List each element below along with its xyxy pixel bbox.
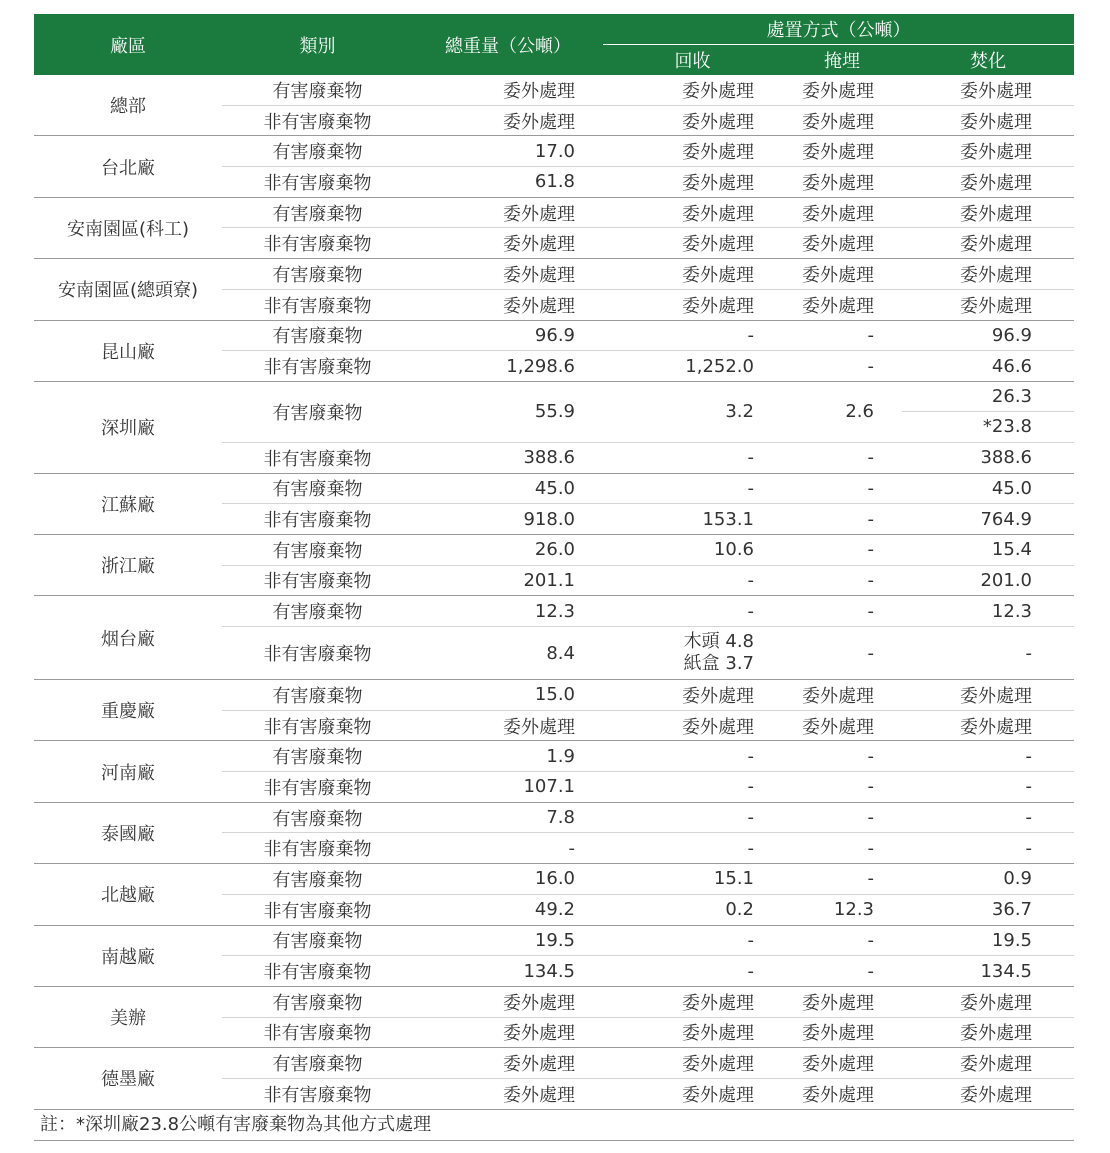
table-body	[34, 75, 1074, 1109]
header-plant: 廠區	[34, 14, 222, 75]
incinerate-cell: 委外處理	[902, 136, 1074, 167]
recycle-cell: 3.2	[603, 381, 782, 442]
total-weight-cell: 918.0	[413, 504, 603, 535]
table-row	[34, 75, 1074, 105]
category-cell: 有害廢棄物	[222, 136, 413, 167]
incinerate-cell: 12.3	[902, 596, 1074, 627]
total-weight-cell: 委外處理	[413, 986, 603, 1017]
incinerate-cell: 委外處理	[902, 228, 1074, 259]
landfill-cell: -	[782, 351, 902, 382]
landfill-cell: -	[782, 596, 902, 627]
category-cell: 非有害廢棄物	[222, 565, 413, 596]
incinerate-cell: 委外處理	[902, 1078, 1074, 1109]
table-row	[34, 259, 1074, 290]
recycle-carton: 紙盒 3.7	[683, 653, 754, 674]
total-weight-cell: 委外處理	[413, 710, 603, 741]
category-cell: 有害廢棄物	[222, 802, 413, 833]
incinerate-cell: 134.5	[902, 956, 1074, 987]
landfill-cell: 12.3	[782, 894, 902, 925]
incinerate-cell: 委外處理	[902, 289, 1074, 320]
incinerate-cell: 96.9	[902, 320, 1074, 351]
recycle-breakdown	[684, 631, 754, 675]
category-cell: 有害廢棄物	[222, 197, 413, 228]
recycle-cell: 委外處理	[603, 710, 782, 741]
incinerate-cell: 委外處理	[902, 259, 1074, 290]
plant-name: 浙江廠	[34, 534, 222, 595]
total-weight-cell: 8.4	[413, 627, 603, 680]
incinerate-cell: 46.6	[902, 351, 1074, 382]
plant-name: 台北廠	[34, 136, 222, 197]
plant-name: 總部	[34, 75, 222, 136]
category-cell: 有害廢棄物	[222, 986, 413, 1017]
incinerate-cell	[902, 381, 1074, 442]
landfill-cell: -	[782, 565, 902, 596]
table-row	[34, 680, 1074, 711]
incinerate-cell: 764.9	[902, 504, 1074, 535]
incinerate-cell: 388.6	[902, 442, 1074, 473]
table-row	[34, 864, 1074, 895]
table-row	[34, 925, 1074, 956]
category-cell: 有害廢棄物	[222, 925, 413, 956]
landfill-cell: -	[782, 320, 902, 351]
table-row	[34, 986, 1074, 1017]
category-cell: 非有害廢棄物	[222, 1078, 413, 1109]
recycle-cell: 委外處理	[603, 680, 782, 711]
recycle-cell: 10.6	[603, 534, 782, 565]
total-weight-cell: 委外處理	[413, 259, 603, 290]
table-row	[34, 473, 1074, 504]
table-row	[34, 381, 1074, 442]
category-cell: 有害廢棄物	[222, 596, 413, 627]
incinerate-cell: 15.4	[902, 534, 1074, 565]
category-cell: 非有害廢棄物	[222, 772, 413, 803]
plant-name: 深圳廠	[34, 381, 222, 473]
category-cell: 有害廢棄物	[222, 320, 413, 351]
incinerate-cell: -	[902, 627, 1074, 680]
recycle-cell: -	[603, 772, 782, 803]
total-weight-cell: 委外處理	[413, 105, 603, 136]
landfill-cell: 委外處理	[782, 710, 902, 741]
landfill-cell: -	[782, 627, 902, 680]
total-weight-cell: 12.3	[413, 596, 603, 627]
recycle-cell: -	[603, 596, 782, 627]
landfill-cell: 委外處理	[782, 75, 902, 105]
recycle-cell: 委外處理	[603, 289, 782, 320]
table-header	[34, 14, 1074, 75]
recycle-cell: 委外處理	[603, 197, 782, 228]
total-weight-cell: -	[413, 833, 603, 864]
landfill-cell: 委外處理	[782, 289, 902, 320]
total-weight-cell: 7.8	[413, 802, 603, 833]
incinerate-cell: -	[902, 772, 1074, 803]
incinerate-cell: 委外處理	[902, 167, 1074, 198]
recycle-cell: 委外處理	[603, 1078, 782, 1109]
landfill-cell: -	[782, 772, 902, 803]
incinerate-cell: 0.9	[902, 864, 1074, 895]
recycle-cell: -	[603, 741, 782, 772]
category-cell: 非有害廢棄物	[222, 956, 413, 987]
recycle-cell: -	[603, 320, 782, 351]
landfill-cell: 委外處理	[782, 105, 902, 136]
landfill-cell: 委外處理	[782, 136, 902, 167]
plant-name: 河南廠	[34, 741, 222, 802]
footnote: 註：*深圳廠23.8公噸有害廢棄物為其他方式處理	[34, 1110, 1074, 1141]
recycle-cell: 委外處理	[603, 259, 782, 290]
header-total-weight: 總重量（公噸）	[413, 14, 603, 75]
table-row	[34, 136, 1074, 167]
incinerate-other-value: *23.8	[982, 416, 1032, 438]
waste-disposal-table	[34, 14, 1074, 1110]
recycle-cell: 委外處理	[603, 228, 782, 259]
incinerate-cell: -	[902, 802, 1074, 833]
table-row	[34, 1048, 1074, 1079]
header-landfill: 掩埋	[782, 45, 902, 76]
recycle-cell: -	[603, 442, 782, 473]
category-cell: 非有害廢棄物	[222, 105, 413, 136]
total-weight-cell: 19.5	[413, 925, 603, 956]
recycle-cell: 委外處理	[603, 105, 782, 136]
plant-name: 昆山廠	[34, 320, 222, 381]
landfill-cell: -	[782, 956, 902, 987]
total-weight-cell: 388.6	[413, 442, 603, 473]
total-weight-cell: 委外處理	[413, 1017, 603, 1048]
recycle-cell: -	[603, 802, 782, 833]
category-cell: 非有害廢棄物	[222, 351, 413, 382]
total-weight-cell: 55.9	[413, 381, 603, 442]
incinerate-cell: -	[902, 741, 1074, 772]
incinerate-cell: 19.5	[902, 925, 1074, 956]
plant-name: 江蘇廠	[34, 473, 222, 534]
category-cell: 有害廢棄物	[222, 381, 413, 442]
landfill-cell: -	[782, 473, 902, 504]
category-cell: 非有害廢棄物	[222, 504, 413, 535]
plant-name: 安南園區(科工)	[34, 197, 222, 258]
total-weight-cell: 1,298.6	[413, 351, 603, 382]
category-cell: 有害廢棄物	[222, 1048, 413, 1079]
plant-name: 美辦	[34, 986, 222, 1047]
total-weight-cell: 委外處理	[413, 1078, 603, 1109]
incinerate-cell: 45.0	[902, 473, 1074, 504]
recycle-cell: -	[603, 473, 782, 504]
category-cell: 有害廢棄物	[222, 534, 413, 565]
category-cell: 非有害廢棄物	[222, 167, 413, 198]
incinerate-cell: 委外處理	[902, 105, 1074, 136]
recycle-cell: 委外處理	[603, 1017, 782, 1048]
header-category: 類別	[222, 14, 413, 75]
plant-name: 烟台廠	[34, 596, 222, 680]
total-weight-cell: 45.0	[413, 473, 603, 504]
landfill-cell: -	[782, 534, 902, 565]
recycle-cell: 委外處理	[603, 167, 782, 198]
total-weight-cell: 委外處理	[413, 289, 603, 320]
category-cell: 非有害廢棄物	[222, 894, 413, 925]
landfill-cell: 委外處理	[782, 1017, 902, 1048]
category-cell: 有害廢棄物	[222, 741, 413, 772]
recycle-cell: -	[603, 565, 782, 596]
landfill-cell: 委外處理	[782, 1078, 902, 1109]
incinerate-cell: 201.0	[902, 565, 1074, 596]
total-weight-cell: 16.0	[413, 864, 603, 895]
landfill-cell: -	[782, 442, 902, 473]
waste-table-container	[34, 14, 1074, 1141]
incinerate-cell: 委外處理	[902, 197, 1074, 228]
total-weight-cell: 1.9	[413, 741, 603, 772]
recycle-cell: 15.1	[603, 864, 782, 895]
recycle-cell: -	[603, 833, 782, 864]
total-weight-cell: 委外處理	[413, 75, 603, 105]
incinerate-sub-value	[902, 382, 1074, 412]
recycle-cell: 委外處理	[603, 1048, 782, 1079]
incinerate-value: 26.3	[991, 386, 1032, 408]
recycle-cell: 1,252.0	[603, 351, 782, 382]
recycle-cell: 153.1	[603, 504, 782, 535]
total-weight-cell: 134.5	[413, 956, 603, 987]
total-weight-cell: 96.9	[413, 320, 603, 351]
table-row	[34, 596, 1074, 627]
category-cell: 非有害廢棄物	[222, 289, 413, 320]
landfill-cell: 委外處理	[782, 986, 902, 1017]
landfill-cell: 委外處理	[782, 1048, 902, 1079]
recycle-cell: -	[603, 956, 782, 987]
landfill-cell: 委外處理	[782, 259, 902, 290]
header-recycle: 回收	[603, 45, 782, 76]
landfill-cell: 委外處理	[782, 167, 902, 198]
total-weight-cell: 委外處理	[413, 228, 603, 259]
total-weight-cell: 17.0	[413, 136, 603, 167]
recycle-cell: 委外處理	[603, 136, 782, 167]
recycle-cell: 委外處理	[603, 75, 782, 105]
recycle-wood: 木頭 4.8	[683, 631, 754, 652]
total-weight-cell: 61.8	[413, 167, 603, 198]
plant-name: 德墨廠	[34, 1048, 222, 1109]
total-weight-cell: 委外處理	[413, 1048, 603, 1079]
incinerate-cell: 委外處理	[902, 680, 1074, 711]
incinerate-cell: 委外處理	[902, 986, 1074, 1017]
category-cell: 有害廢棄物	[222, 75, 413, 105]
plant-name: 重慶廠	[34, 680, 222, 741]
plant-name: 泰國廠	[34, 802, 222, 863]
total-weight-cell: 26.0	[413, 534, 603, 565]
landfill-cell: -	[782, 802, 902, 833]
header-disposal-method: 處置方式（公噸）	[603, 14, 1074, 45]
recycle-cell: 0.2	[603, 894, 782, 925]
category-cell: 非有害廢棄物	[222, 1017, 413, 1048]
category-cell: 非有害廢棄物	[222, 710, 413, 741]
landfill-cell: -	[782, 741, 902, 772]
incinerate-cell: 36.7	[902, 894, 1074, 925]
category-cell: 非有害廢棄物	[222, 228, 413, 259]
category-cell: 有害廢棄物	[222, 680, 413, 711]
landfill-cell: -	[782, 833, 902, 864]
category-cell: 非有害廢棄物	[222, 833, 413, 864]
table-row	[34, 534, 1074, 565]
category-cell: 有害廢棄物	[222, 473, 413, 504]
landfill-cell: 2.6	[782, 381, 902, 442]
category-cell: 有害廢棄物	[222, 259, 413, 290]
header-incinerate: 焚化	[902, 45, 1074, 76]
total-weight-cell: 201.1	[413, 565, 603, 596]
landfill-cell: 委外處理	[782, 197, 902, 228]
landfill-cell: 委外處理	[782, 680, 902, 711]
landfill-cell: 委外處理	[782, 228, 902, 259]
total-weight-cell: 委外處理	[413, 197, 603, 228]
incinerate-sub-value	[902, 412, 1074, 441]
total-weight-cell: 107.1	[413, 772, 603, 803]
recycle-cell: -	[603, 925, 782, 956]
plant-name: 南越廠	[34, 925, 222, 986]
category-cell: 非有害廢棄物	[222, 442, 413, 473]
incinerate-cell: 委外處理	[902, 1048, 1074, 1079]
incinerate-cell: 委外處理	[902, 1017, 1074, 1048]
incinerate-cell: 委外處理	[902, 75, 1074, 105]
recycle-cell: 委外處理	[603, 986, 782, 1017]
table-row	[34, 320, 1074, 351]
plant-name: 安南園區(總頭寮)	[34, 259, 222, 320]
landfill-cell: -	[782, 504, 902, 535]
landfill-cell: -	[782, 864, 902, 895]
table-row	[34, 741, 1074, 772]
category-cell: 有害廢棄物	[222, 864, 413, 895]
incinerate-cell: -	[902, 833, 1074, 864]
table-row	[34, 802, 1074, 833]
incinerate-cell: 委外處理	[902, 710, 1074, 741]
table-row	[34, 197, 1074, 228]
plant-name: 北越廠	[34, 864, 222, 925]
total-weight-cell: 49.2	[413, 894, 603, 925]
total-weight-cell: 15.0	[413, 680, 603, 711]
landfill-cell: -	[782, 925, 902, 956]
recycle-cell	[603, 627, 782, 680]
category-cell: 非有害廢棄物	[222, 627, 413, 680]
